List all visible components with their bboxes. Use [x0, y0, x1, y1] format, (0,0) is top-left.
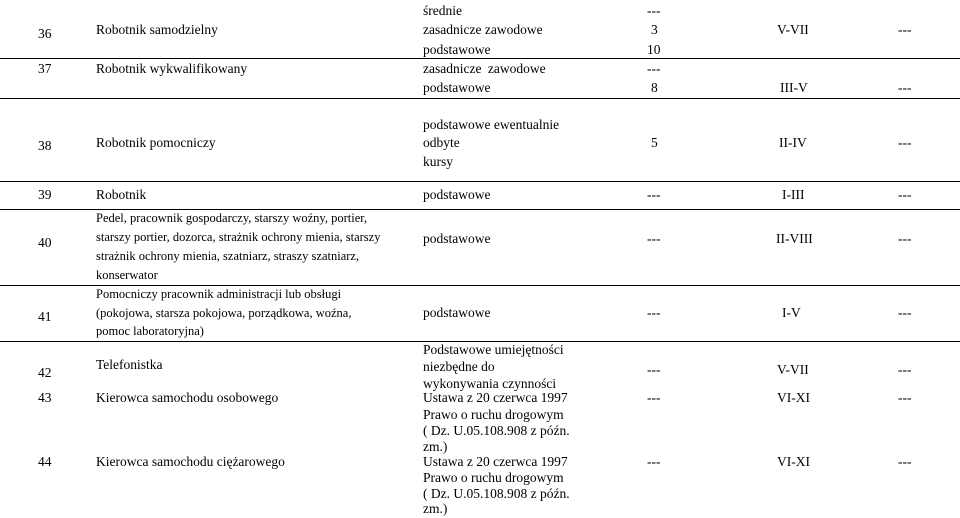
- education: ( Dz. U.05.108.908 z późn.: [423, 423, 570, 438]
- row-number: 44: [38, 454, 52, 469]
- experience-years: 5: [651, 135, 658, 150]
- position-name-line: pomoc laboratoryjna): [96, 324, 204, 338]
- pay-category: II-IV: [779, 135, 807, 150]
- education: ( Dz. U.05.108.908 z późn.: [423, 486, 570, 501]
- position-name-line: Pomocniczy pracownik administracji lub obsługi: [96, 287, 342, 301]
- education: Podstawowe umiejętności: [423, 342, 564, 357]
- position-name-line: strażnik ochrony mienia, szatniarz, straszy szatniarz,: [96, 249, 360, 263]
- position-name-line: konserwator: [96, 268, 158, 282]
- education: Ustawa z 20 czerwca 1997: [423, 390, 568, 405]
- row-number: 40: [38, 235, 52, 250]
- education: niezbędne do: [423, 359, 495, 374]
- education: Prawo o ruchu drogowym: [423, 407, 564, 422]
- other-requirement: ---: [898, 454, 912, 469]
- experience-years: ---: [647, 187, 661, 202]
- education: podstawowe: [423, 80, 491, 95]
- pay-category: V-VII: [777, 22, 809, 37]
- experience-years: ---: [647, 362, 661, 377]
- education: podstawowe: [423, 187, 491, 202]
- pay-category: I-V: [782, 305, 801, 320]
- education: Ustawa z 20 czerwca 1997: [423, 454, 568, 469]
- position-name-line: starszy portier, dozorca, strażnik ochrony mienia, starszy: [96, 230, 381, 244]
- row-number: 39: [38, 187, 52, 202]
- experience-years: ---: [647, 3, 661, 18]
- pay-category: V-VII: [777, 362, 809, 377]
- pay-category: VI-XI: [777, 454, 810, 469]
- experience-years: ---: [647, 390, 661, 405]
- row-number: 41: [38, 309, 52, 324]
- education: podstawowe ewentualnie: [423, 117, 560, 132]
- experience-years: ---: [647, 231, 661, 246]
- education: podstawowe: [423, 305, 491, 320]
- position-name-line: (pokojowa, starsza pokojowa, porządkowa, woźna,: [96, 306, 352, 320]
- position-name: Telefonistka: [96, 357, 163, 372]
- other-requirement: ---: [898, 187, 912, 202]
- row-number: 43: [38, 390, 52, 405]
- education: podstawowe: [423, 42, 491, 57]
- experience-years: ---: [647, 61, 661, 76]
- other-requirement: ---: [898, 22, 912, 37]
- experience-years: 10: [647, 42, 661, 57]
- position-name: Robotnik wykwalifikowany: [96, 61, 248, 76]
- experience-years: ---: [647, 305, 661, 320]
- pay-category: III-V: [780, 80, 808, 95]
- education: zm.): [423, 439, 448, 454]
- position-name: Kierowca samochodu osobowego: [96, 390, 279, 405]
- position-name-line: Pedel, pracownik gospodarczy, starszy woźny, portier,: [96, 211, 368, 225]
- position-name: Robotnik pomocniczy: [96, 135, 216, 150]
- education: Prawo o ruchu drogowym: [423, 470, 564, 485]
- row-number: 37: [38, 61, 52, 76]
- education: średnie: [423, 3, 462, 18]
- education: zasadnicze zawodowe: [423, 22, 543, 37]
- row-number: 42: [38, 365, 52, 380]
- row-divider: [0, 181, 960, 182]
- pay-category: VI-XI: [777, 390, 810, 405]
- other-requirement: ---: [898, 362, 912, 377]
- other-requirement: ---: [898, 80, 912, 95]
- pay-category: II-VIII: [776, 231, 813, 246]
- other-requirement: ---: [898, 231, 912, 246]
- education: podstawowe: [423, 231, 491, 246]
- other-requirement: ---: [898, 135, 912, 150]
- education: wykonywania czynności: [423, 376, 557, 391]
- position-name: Robotnik: [96, 187, 147, 202]
- row-number: 38: [38, 138, 52, 153]
- education: odbyte: [423, 135, 460, 150]
- pay-category: I-III: [782, 187, 805, 202]
- position-name: Robotnik samodzielny: [96, 22, 218, 37]
- experience-years: 8: [651, 80, 658, 95]
- other-requirement: ---: [898, 390, 912, 405]
- experience-years: 3: [651, 22, 658, 37]
- education: kursy: [423, 154, 453, 169]
- position-name: Kierowca samochodu ciężarowego: [96, 454, 285, 469]
- other-requirement: ---: [898, 305, 912, 320]
- education: zm.): [423, 501, 448, 516]
- experience-years: ---: [647, 454, 661, 469]
- education: zasadnicze zawodowe: [423, 61, 546, 76]
- row-divider: [0, 98, 960, 99]
- row-number: 36: [38, 26, 52, 41]
